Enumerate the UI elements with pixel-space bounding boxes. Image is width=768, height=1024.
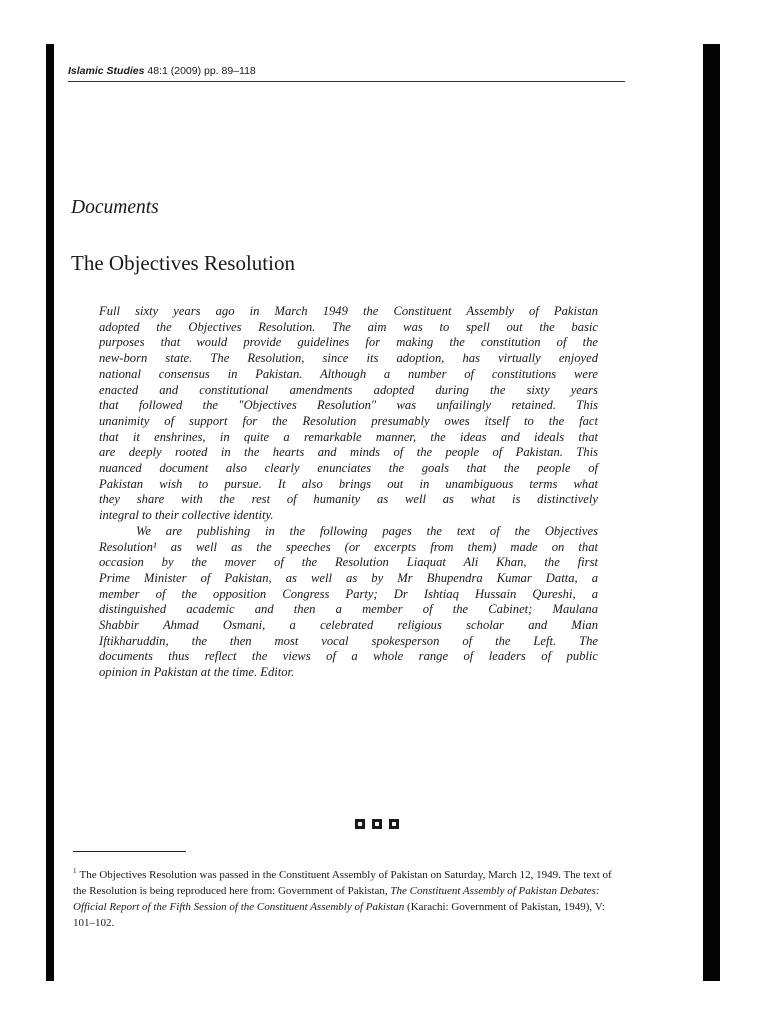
text-line: integral to their collective identity. xyxy=(99,508,274,523)
text-line: nuanced document also clearly enunciates the goals that the people of xyxy=(99,461,598,476)
footnote-rule xyxy=(73,851,186,852)
text-line: new-born state. The Resolution, since its adoption, has virtually enjoyed xyxy=(99,351,598,366)
editorial-introduction xyxy=(99,304,598,681)
text-line: purposes that would provide guidelines for making the constitution of the xyxy=(99,335,598,350)
text-line: Iftikharuddin, the then most vocal spokesperson of the Left. The xyxy=(99,633,598,648)
footnote-marker: 1 xyxy=(73,867,77,876)
article-title: The Objectives Resolution xyxy=(71,251,295,275)
scan-border-left xyxy=(46,44,54,981)
text-line: member of the opposition Congress Party; Dr Ishtiaq Hussain Qureshi, a xyxy=(99,586,598,601)
text-line: documents thus reflect the views of a whole range of leaders of public xyxy=(99,649,598,664)
text-line: Resolution¹ as well as the speeches (or excerpts from them) made on that xyxy=(99,539,598,554)
text-line: that followed the "Objectives Resolution" was unfailingly retained. This xyxy=(99,398,598,413)
ornament-glyph xyxy=(355,819,365,829)
text-line: Prime Minister of Pakistan, as well as by Mr Bhupendra Kumar Datta, a xyxy=(99,570,598,585)
section-label: Documents xyxy=(71,197,159,218)
text-line: unanimity of support for the Resolution presumably owes itself to the fact xyxy=(99,413,598,428)
footnote-text: The Objectives Resolution was passed in the Constituent Assembly of Pakistan on Saturday, March 12, 1949. The text of the Resolution is being reproduced here from: Government of Pakistan, xyxy=(73,869,612,897)
text-line: Full sixty years ago in March 1949 the Constituent Assembly of Pakistan xyxy=(99,304,598,318)
scan-border-right xyxy=(703,44,720,981)
section-ornament xyxy=(355,818,405,830)
text-line: opinion in Pakistan at the time. Editor. xyxy=(99,665,295,680)
ornament-glyph xyxy=(372,819,382,829)
text-line: distinguished academic and then a member of the Cabinet; Maulana xyxy=(99,602,598,617)
text-line: occasion by the mover of the Resolution Liaquat Ali Khan, the first xyxy=(99,555,598,570)
header-rule xyxy=(68,81,625,82)
text-line: Shabbir Ahmad Osmani, a celebrated religious scholar and Mian xyxy=(99,618,598,633)
text-line: national consensus in Pakistan. Although a number of constitutions were xyxy=(99,366,598,381)
text-line: We are publishing in the following pages the text of the Objectives xyxy=(136,523,598,538)
journal-name: Islamic Studies xyxy=(68,65,145,77)
running-header xyxy=(68,63,626,79)
footnote-text-end: (Karachi: Government of Pakistan, 1949), V: 101–102. xyxy=(73,901,605,929)
text-line: that it enshrines, in quite a remarkable manner, the ideas and ideals that xyxy=(99,429,598,444)
text-line: enacted and constitutional amendments adopted during the sixty years xyxy=(99,382,598,397)
journal-issue: 48:1 (2009) pp. 89–118 xyxy=(147,65,256,77)
text-line: adopted the Objectives Resolution. The aim was to spell out the basic xyxy=(99,319,598,334)
footnote xyxy=(73,867,625,931)
text-line: Pakistan wish to pursue. It also brings out in unambiguous terms what xyxy=(99,476,598,491)
text-line: are deeply rooted in the hearts and minds of the people of Pakistan. This xyxy=(99,445,598,460)
footnote-source-title: The Constituent Assembly of Pakistan Debates: Official Report of the Fifth Session of the Constituent Assembly of Pakistan xyxy=(73,885,600,913)
text-line: they share with the rest of humanity as well as what is distinctively xyxy=(99,492,598,507)
ornament-glyph xyxy=(389,819,399,829)
